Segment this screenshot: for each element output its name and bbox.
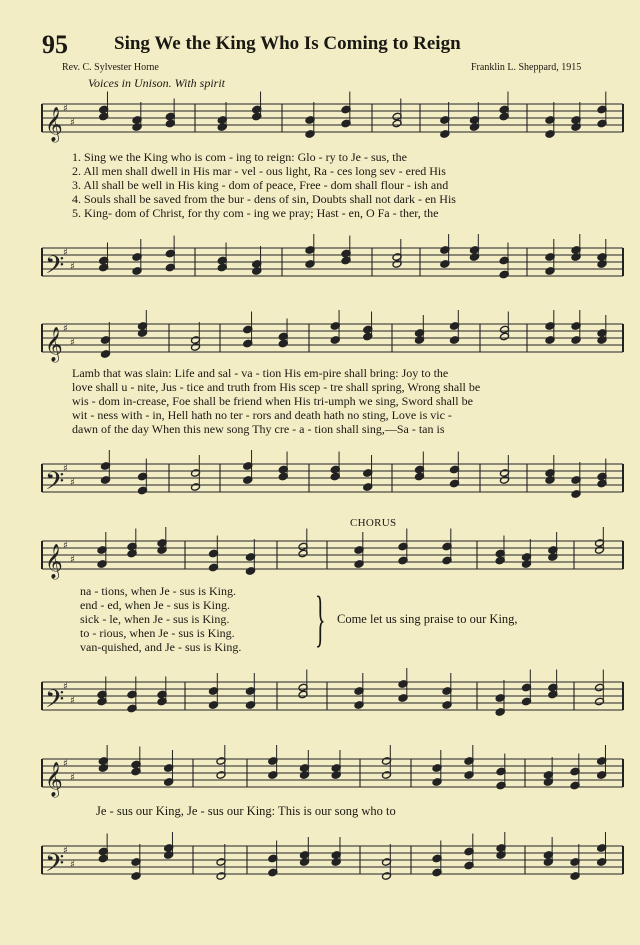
sharp-icon: ♯ [63, 681, 68, 693]
bass-clef-icon: 𝄢 [45, 467, 65, 502]
verse-line: 2. All men shall dwell in His mar - vel - ous light, Ra - ces long sev - ered His [72, 164, 446, 178]
sharp-icon: ♯ [63, 103, 68, 115]
verse-line: wit - ness with - in, Hell hath no ter - rors and death hath no sting, Love is vic - [72, 408, 452, 422]
sharp-icon: ♯ [63, 247, 68, 259]
treble-clef-icon: 𝄞 [45, 107, 63, 142]
chorus-lyric: Come let us sing praise to our King, [337, 612, 518, 626]
treble-staff-3 [0, 527, 640, 587]
verse-line: van-quished, and Je - sus is King. [80, 640, 242, 654]
verse-brace: } [315, 585, 326, 653]
verse-line: to - rious, when Je - sus is King. [80, 626, 235, 640]
treble-staff-4 [0, 745, 640, 805]
bass-clef-icon: 𝄢 [45, 849, 65, 884]
sharp-icon: ♯ [63, 323, 68, 335]
verse-line: 3. All shall be well in His king - dom of peace, Free - dom shall flour - ish and [72, 178, 449, 192]
verse-line: love shall u - nite, Jus - tice and truth from His scep - tre shall spring, Wrong shall be [72, 380, 481, 394]
tempo-marking: Voices in Unison. With spirit [88, 76, 226, 90]
verse-line: 5. King- dom of Christ, for thy com - ing we pray; Hast - en, O Fa - ther, the [72, 206, 439, 220]
chorus-lyric-2: Je - sus our King, Je - sus our King: This is our song who to [96, 804, 396, 818]
bass-staff-3 [0, 668, 640, 728]
treble-clef-icon: 𝄞 [45, 544, 63, 579]
bass-staff-1 [0, 234, 640, 294]
verse-line: dawn of the day When this new song Thy cre - a - tion shall sing,—Sa - tan is [72, 422, 445, 436]
music-credit: Franklin L. Sheppard, 1915 [471, 62, 582, 73]
verse-line: 1. Sing we the King who is com - ing to reign: Glo - ry to Je - sus, the [72, 150, 407, 164]
sharp-icon: ♯ [70, 695, 75, 707]
bass-clef-icon: 𝄢 [45, 685, 65, 720]
verse-line: end - ed, when Je - sus is King. [80, 598, 230, 612]
sharp-icon: ♯ [70, 261, 75, 273]
verse-line: Lamb that was slain: Life and sal - va - tion His em-pire shall bring: Joy to the [72, 366, 449, 380]
sharp-icon: ♯ [63, 758, 68, 770]
verse-line: wis - dom in-crease, Foe shall be friend when His tri-umph we sing, Sword shall be [72, 394, 473, 408]
treble-staff-1 [0, 90, 640, 150]
bass-staff-2 [0, 450, 640, 510]
verse-line: 4. Souls shall be saved from the bur - dens of sin, Doubts shall not dark - en His [72, 192, 456, 206]
verse-line: na - tions, when Je - sus is King. [80, 584, 236, 598]
hymn-number: 95 [42, 30, 68, 59]
sharp-icon: ♯ [63, 540, 68, 552]
treble-clef-icon: 𝄞 [45, 327, 63, 362]
sharp-icon: ♯ [70, 477, 75, 489]
bass-clef-icon: 𝄢 [45, 251, 65, 286]
verse-line: sick - le, when Je - sus is King. [80, 612, 230, 626]
sharp-icon: ♯ [70, 859, 75, 871]
sharp-icon: ♯ [63, 845, 68, 857]
sharp-icon: ♯ [70, 337, 75, 349]
treble-staff-2 [0, 310, 640, 370]
sharp-icon: ♯ [70, 117, 75, 129]
sharp-icon: ♯ [70, 772, 75, 784]
treble-clef-icon: 𝄞 [45, 762, 63, 797]
hymn-title: Sing We the King Who Is Coming to Reign [114, 33, 461, 54]
sharp-icon: ♯ [63, 463, 68, 475]
bass-staff-4 [0, 832, 640, 892]
chorus-label: CHORUS [350, 517, 397, 529]
words-credit: Rev. C. Sylvester Horne [62, 62, 159, 73]
sharp-icon: ♯ [70, 554, 75, 566]
